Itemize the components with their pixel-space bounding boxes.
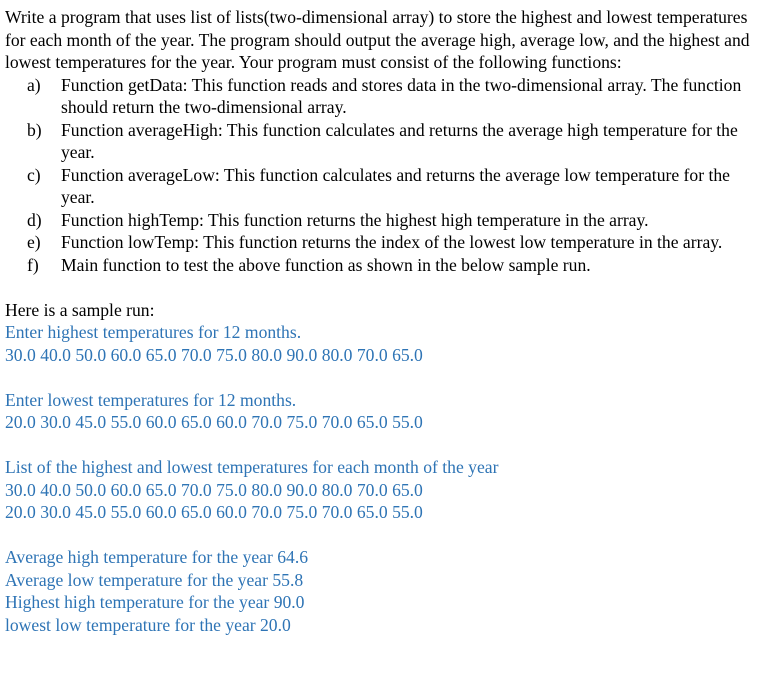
list-low-values: 20.0 30.0 45.0 55.0 60.0 65.0 60.0 70.0 75.0 70.0 65.0 55.0 (5, 502, 423, 522)
result-highest-high: Highest high temperature for the year 90.0 (5, 592, 305, 612)
function-description: Function lowTemp: This function returns the index of the lowest low temperature in the array. (61, 232, 723, 252)
function-item-get-data (27, 74, 765, 119)
function-description: Function highTemp: This function returns the highest high temperature in the array. (61, 209, 649, 230)
list-marker: b) (27, 119, 42, 140)
function-list (5, 74, 765, 277)
function-description: Function averageHigh: This function calculates and returns the average high temperature for the year. (61, 119, 738, 162)
function-item-high-temp (27, 209, 765, 232)
sample-heading: Here is a sample run: (5, 299, 155, 320)
result-average-low: Average low temperature for the year 55.8 (5, 569, 304, 590)
spacer (5, 524, 765, 547)
function-item-low-temp (27, 231, 765, 254)
high-values: 30.0 40.0 50.0 60.0 65.0 70.0 75.0 80.0 90.0 80.0 70.0 65.0 (5, 344, 423, 365)
function-description: Function averageLow: This function calculates and returns the average low temperature for the year. (61, 164, 730, 207)
function-item-average-high (27, 119, 765, 164)
result-average-high: Average high temperature for the year 64.6 (5, 547, 309, 567)
spacer (5, 434, 765, 457)
low-values: 20.0 30.0 45.0 55.0 60.0 65.0 60.0 70.0 75.0 70.0 65.0 55.0 (5, 412, 423, 432)
spacer (5, 276, 765, 299)
list-marker: f) (27, 254, 39, 275)
sample-run (5, 299, 765, 637)
function-description: Main function to test the above function as shown in the below sample run. (61, 254, 591, 275)
clipped-previous-line (5, 0, 765, 6)
list-high-values: 30.0 40.0 50.0 60.0 65.0 70.0 75.0 80.0 90.0 80.0 70.0 65.0 (5, 479, 423, 500)
list-marker: e) (27, 232, 41, 252)
function-item-average-low (27, 164, 765, 209)
result-lowest-low: lowest low temperature for the year 20.0 (5, 614, 291, 635)
prompt-high: Enter highest temperatures for 12 months. (5, 322, 302, 342)
list-heading: List of the highest and lowest temperatures for each month of the year (5, 457, 499, 477)
list-marker: c) (27, 164, 41, 185)
list-marker: d) (27, 209, 42, 230)
list-marker: a) (27, 74, 41, 95)
spacer (5, 366, 765, 389)
prompt-low: Enter lowest temperatures for 12 months. (5, 389, 297, 410)
function-item-main (27, 254, 765, 277)
function-description: Function getData: This function reads and stores data in the two-dimensional array. The function should return the two-dimensional array. (61, 74, 742, 117)
document (5, 0, 765, 636)
problem-intro: Write a program that uses list of lists(two-dimensional array) to store the highest and lowest temperatures for each month of the year. The program should output the average high, average low, and the highest and lowest temperatures for the year. Your program must consist of the following functions: (5, 7, 750, 72)
